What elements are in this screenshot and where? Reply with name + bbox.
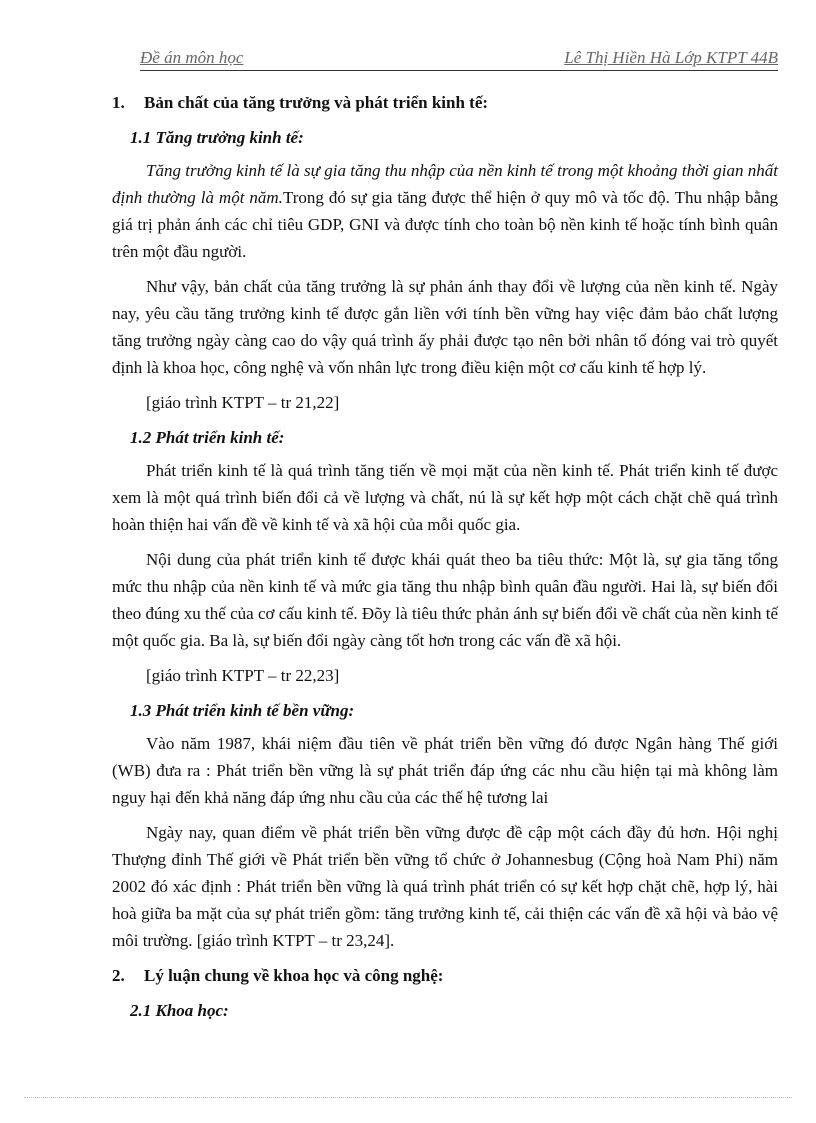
section-2-heading <box>112 962 778 989</box>
paragraph: Ngày nay, quan điểm về phát triển bền vững được đề cập một cách đầy đủ hơn. Hội nghị Thượng đỉnh Thế giới về Phát triển bền vững tổ chức ở Johannesbug (Cộng hoà Nam Phi) năm 2002 đó xác định : Phát triển bền vững là quá trình phát triển có sự kết hợp chặt chẽ, hợp lý, hài hoà giữa ba mặt của sự phát triển gồm: tăng trưởng kinh tế, cải thiện các vấn đề xã hội và bảo vệ môi trường. [giáo trình KTPT – tr 23,24]. <box>112 823 778 950</box>
header-author: Lê Thị Hiền Hà Lớp KTPT 44B <box>564 48 778 67</box>
header-course: Đề án môn học <box>140 48 244 67</box>
paragraph: Nội dung của phát triển kinh tế được khái quát theo ba tiêu thức: Một là, sự gia tăng tổng mức thu nhập của nền kinh tế và mức gia tăng thu nhập bình quân đầu người. Hai là, sự biến đổi theo đúng xu thế của cơ cấu kinh tế. Đõy là tiêu thức phản ánh sự biến đổi về chất của nền kinh tế một quốc gia. Ba là, sự biến đổi ngày càng tốt hơn trong các vấn đề xã hội. <box>112 550 778 650</box>
page-bottom-border <box>24 1097 792 1098</box>
document-body <box>112 89 778 1030</box>
paragraph: Phát triển kinh tế là quá trình tăng tiến về mọi mặt của nền kinh tế. Phát triển kinh tế được xem là một quá trình biến đổi cả về lượng và chất, nú là sự kết hợp một cách chặt chẽ quá trình hoàn thiện hai vấn đề về kinh tế và xã hội của mỗi quốc gia. <box>112 461 778 534</box>
subsection-1-2-heading: 1.2 Phát triển kinh tế: <box>130 428 285 447</box>
section-1-heading <box>112 89 778 116</box>
section-2-title: Lý luận chung về khoa học và công nghệ: <box>144 966 444 985</box>
subsection-1-1-heading: 1.1 Tăng trưởng kinh tế: <box>130 128 304 147</box>
paragraph: Vào năm 1987, khái niệm đầu tiên về phát triển bền vững đó được Ngân hàng Thế giới (WB) đưa ra : Phát triển bền vững là sự phát triển đáp ứng các nhu cầu hiện tại mà không làm nguy hại đến khả năng đáp ứng nhu cầu của các thế hệ tương lai <box>112 734 778 807</box>
citation: [giáo trình KTPT – tr 21,22] <box>146 393 340 412</box>
page-header <box>140 48 778 71</box>
italic-lead: Tăng trưởng kinh tế là sự gia tăng thu nhập của nền kinh tế trong một khoảng thời gian nhất định thường là một năm. <box>112 161 778 207</box>
section-2-number: 2. <box>112 966 125 985</box>
section-1-number: 1. <box>112 93 125 112</box>
paragraph-text: Trong đó sự gia tăng được thể hiện ở quy mô và tốc độ. Thu nhập bằng giá trị phản ánh các chỉ tiêu GDP, GNI và được tính cho toàn bộ nền kinh tế hoặc tính bình quân trên một đầu người. <box>112 188 779 261</box>
subsection-2-1-heading: 2.1 Khoa học: <box>130 1001 229 1020</box>
paragraph <box>112 157 778 265</box>
section-1-title: Bản chất của tăng trưởng và phát triển kinh tế: <box>144 93 489 112</box>
subsection-1-3-heading: 1.3 Phát triển kinh tế bền vững: <box>130 701 355 720</box>
citation: [giáo trình KTPT – tr 22,23] <box>146 666 340 685</box>
paragraph: Như vậy, bản chất của tăng trưởng là sự phản ánh thay đổi về lượng của nền kinh tế. Ngày nay, yêu cầu tăng trưởng kinh tế được gắn liền với tính bền vững hay việc đảm bảo chất lượng tăng trưởng ngày càng cao do vậy quá trình ấy phải được tạo nên bởi nhân tố đóng vai trò quyết định là khoa học, công nghệ và vốn nhân lực trong điều kiện một cơ cấu kinh tế hợp lý. <box>112 277 778 377</box>
